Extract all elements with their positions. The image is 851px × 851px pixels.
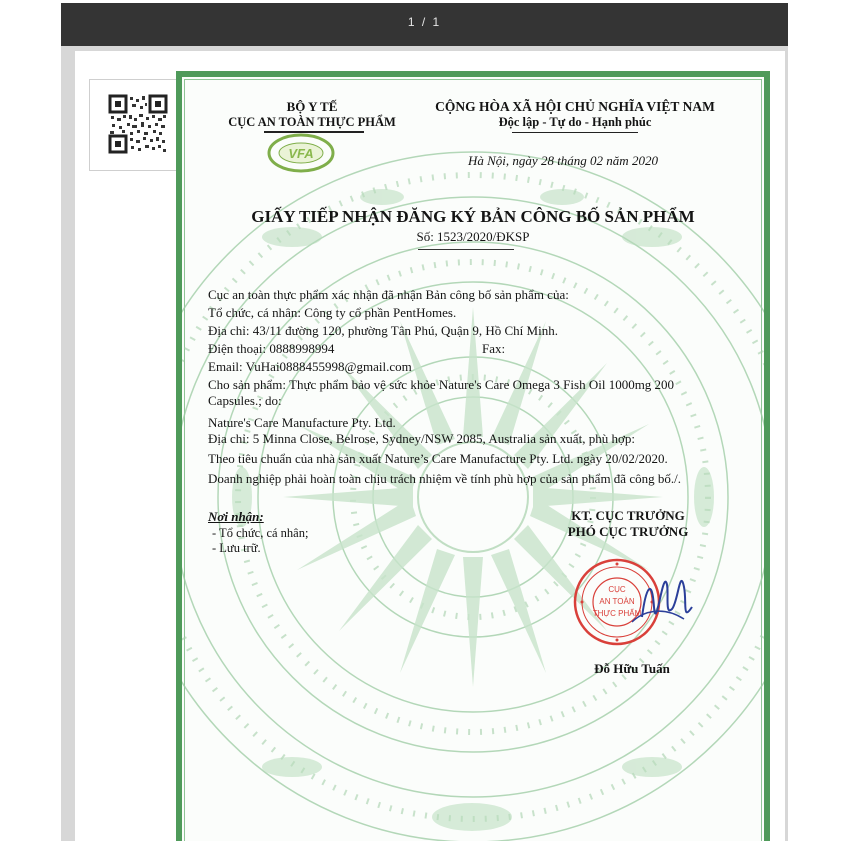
phone-line: Điện thoại: 0888998994: [208, 341, 335, 356]
document-number: Số: 1523/2020/ĐKSP: [416, 229, 530, 244]
recipient-item: - Tổ chức, cá nhân;: [212, 526, 309, 540]
certificate: [176, 71, 770, 841]
responsibility-line: Doanh nghiệp phải hoàn toàn chịu trách nhiệm về tính phù hợp của sản phẩm đã công bố./.: [208, 471, 681, 486]
manufacturer-line: Nature's Care Manufacture Pty. Ltd.: [208, 415, 396, 430]
qr-code: [89, 79, 187, 171]
address-line: Địa chỉ: 43/11 đường 120, phường Tân Phú, Quận 9, Hồ Chí Minh.: [208, 323, 558, 338]
qr-code-icon: [108, 94, 168, 154]
recipients-label: Nơi nhận:: [208, 509, 264, 524]
product-line-2: Capsules.; do:: [208, 393, 282, 408]
republic-name: CỘNG HÒA XÃ HỘI CHỦ NGHĨA VIỆT NAM: [435, 99, 715, 114]
signature-title-2: PHÓ CỤC TRƯỞNG: [567, 524, 689, 539]
document-page: [75, 51, 785, 841]
fax-line: Fax:: [482, 341, 506, 356]
national-motto: Độc lập - Tự do - Hạnh phúc: [498, 115, 652, 129]
organization-line: Tổ chức, cá nhân: Công ty cổ phần PentHomes.: [208, 305, 457, 320]
product-line-1: Cho sản phẩm: Thực phẩm bảo vệ sức khỏe Nature's Care Omega 3 Fish Oil 1000mg 200: [208, 377, 675, 392]
signature-title-1: KT. CỤC TRƯỞNG: [571, 508, 685, 523]
ministry-name: BỘ Y TẾ: [286, 99, 338, 114]
manufacturer-address-line: Địa chỉ: 5 Minna Close, Belrose, Sydney/NSW 2085, Australia sản xuất, phù hợp:: [208, 431, 635, 446]
title-underline: [418, 249, 514, 250]
motto-underline: [512, 132, 638, 133]
seal-text: CỤC: [608, 585, 626, 594]
agency-name: CỤC AN TOÀN THỰC PHẨM: [228, 115, 396, 129]
viewer-toolbar: [61, 3, 788, 46]
recipient-item: - Lưu trữ.: [212, 541, 261, 555]
page-counter: 1 / 1: [407, 15, 442, 29]
standard-line: Theo tiêu chuẩn của nhà sản xuất Nature’s Care Manufacture Pty. Ltd. ngày 20/02/2020.: [208, 451, 668, 466]
seal-text: AN TOÀN: [599, 597, 635, 606]
red-seal: [575, 560, 659, 644]
email-line: Email: VuHai0888455998@gmail.com: [208, 359, 412, 374]
pdf-viewer: [61, 3, 788, 841]
seal-text: THỰC PHẨM: [592, 609, 642, 618]
signer-name: Đỗ Hữu Tuấn: [594, 661, 670, 676]
document-title: GIẤY TIẾP NHẬN ĐĂNG KÝ BẢN CÔNG BỐ SẢN PHẨM: [251, 207, 695, 226]
official-seal-and-signature: [572, 547, 712, 657]
date-line: Hà Nội, ngày 28 tháng 02 năm 2020: [468, 153, 658, 168]
intro-line: Cục an toàn thực phẩm xác nhận đã nhận Bản công bố sản phẩm của:: [208, 287, 569, 302]
vfa-logo: [266, 129, 336, 175]
vfa-logo-text: VFA: [288, 146, 314, 161]
